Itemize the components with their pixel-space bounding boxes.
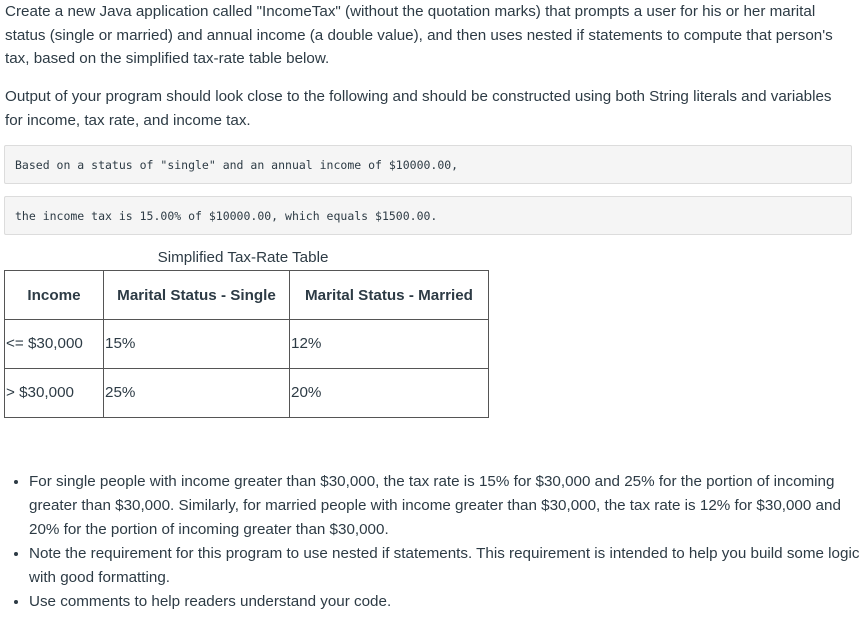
list-item: • Note the requirement for this program to use nested if statements. This requirement is intended to help you build some logic with good formatting.: [29, 542, 859, 590]
tax-rate-table: [4, 270, 489, 418]
row-income-cell: [5, 320, 104, 369]
table-header-row: [5, 271, 489, 320]
list-item: • Use comments to help readers understand your code.: [29, 590, 859, 614]
cell-text: > $30,000: [6, 384, 74, 401]
header-single: Marital Status - Single: [104, 271, 290, 320]
table-row: [5, 320, 489, 369]
row-married-cell: [290, 320, 489, 369]
header-married: Marital Status - Married: [290, 271, 489, 320]
cell-text: 25%: [105, 384, 136, 401]
table-row: [5, 369, 489, 418]
header-income: Income: [5, 271, 104, 320]
sample-output-line-2: the income tax is 15.00% of $10000.00, which equals $1500.00.: [4, 196, 852, 235]
row-single-cell: [104, 369, 290, 418]
intro-paragraph: Create a new Java application called "IncomeTax" (without the quotation marks) that prompts a user for his or her marital status (single or married) and annual income (a double value), and then uses nested if statements to compute that person's tax, based on the simplified tax-rate table below.: [5, 3, 833, 67]
cell-text: <= $30,000: [6, 335, 83, 352]
row-married-cell: [290, 369, 489, 418]
cell-text: 20%: [291, 384, 322, 401]
row-single-cell: [104, 320, 290, 369]
sample-output-line-1: Based on a status of "single" and an annual income of $10000.00,: [4, 145, 852, 184]
cell-text: 12%: [291, 335, 322, 352]
row-income-cell: [5, 369, 104, 418]
table-caption: Simplified Tax-Rate Table: [157, 249, 329, 266]
cell-text: 15%: [105, 335, 136, 352]
output-instructions-paragraph: Output of your program should look close to the following and should be constructed using both String literals and variables for income, tax rate, and income tax.: [5, 88, 832, 129]
list-item: • For single people with income greater than $30,000, the tax rate is 15% for $30,000 and 25% for the portion of incoming greater than $30,000. Similarly, for married people with income greater than $30,000, the tax rate is 12% for $30,000 and 20% for the portion of incoming greater than $30,000.: [29, 470, 859, 542]
notes-list: [4, 470, 859, 614]
